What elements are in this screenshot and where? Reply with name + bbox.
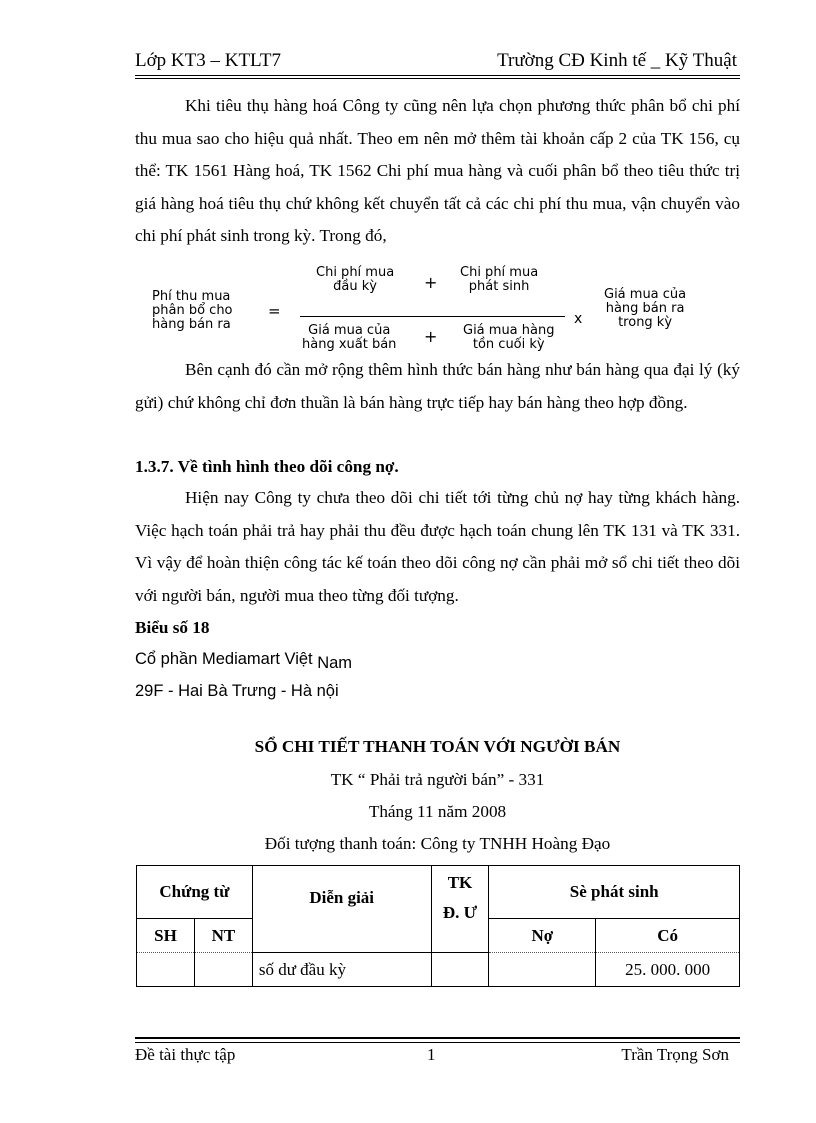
footer-topic: Đề tài thực tập [135,1045,236,1064]
form-label: Biểu số 18 [135,618,210,637]
header-arising: Sè phát sinh [489,866,740,919]
formula-times: x [574,311,583,327]
footer-rule-thin [135,1042,740,1043]
cell-sh [137,953,195,987]
section-heading: 1.3.7. Về tình hình theo dõi công nợ. [135,457,399,476]
company-name: Cổ phần Mediamart Việt Nam [135,650,353,672]
formula-lhs: Phí thu mua phân bổ cho hàng bán ra [152,289,233,332]
header-class-label: Lớp KT3 – KTLT7 [135,50,282,71]
formula-rhs: Giá mua của hàng bán ra trong kỳ [604,287,687,330]
ledger-title: SỔ CHI TIẾT THANH TOÁN VỚI NGƯỜI BÁN [254,737,621,756]
paragraph-agency-sales: Bên cạnh đó cần mở rộng thêm hình thức bán hàng như bán hàng qua đại lý (ký gửi) chứ không chỉ đơn thuần là bán hàng trực tiếp hay bán hàng theo hợp đồng. [135,360,740,412]
cell-tk [431,953,489,987]
footer-author: Trần Trọng Sơn [621,1045,729,1064]
header-sh: SH [137,919,195,953]
formula-fraction-bar [300,316,565,317]
formula-denominator-term2: Giá mua hàng tồn cuối kỳ [463,323,555,352]
ledger-counterparty: Đối tượng thanh toán: Công ty TNHH Hoàng Đạo [264,834,611,853]
table-row [137,953,740,987]
formula-equals: = [268,302,281,320]
formula-denominator-term1: Giá mua của hàng xuất bán [302,323,397,352]
formula-denominator-plus: + [424,327,438,346]
company-address: 29F - Hai Bà Trưng - Hà nội [135,682,339,700]
formula-numerator-term2: Chi phí mua phát sinh [460,265,539,294]
cell-description: số dư đầu kỳ [252,953,431,987]
header-tk: TK Đ. Ư [431,866,489,953]
header-credit: Có [596,919,740,953]
header-debit: Nợ [489,919,596,953]
page-number: 1 [427,1045,436,1064]
cell-credit: 25. 000. 000 [596,953,740,987]
header-rule-thick [135,75,740,76]
formula-numerator-plus: + [424,273,438,292]
header-nt: NT [194,919,252,953]
ledger-account: TK “ Phải trả người bán” - 331 [330,770,545,789]
paragraph-debt-tracking: Hiện nay Công ty chưa theo dõi chi tiết tới từng chủ nợ hay từng khách hàng. Việc hạch toán phải trả hay phải thu đều được hạch toán chung lên TK 131 và TK 331. Vì vậy để hoàn thiện công tác kế toán theo dõi công nợ cần phải mở sổ chi tiết theo dõi với người bán, người mua theo từng đối tượng. [135,488,740,605]
header-description: Diễn giải [252,866,431,953]
header-voucher: Chứng từ [137,866,253,919]
cell-debit [489,953,596,987]
header-rule-thin [135,78,740,79]
ledger-period: Tháng 11 năm 2008 [368,802,507,821]
cell-nt [194,953,252,987]
page-header [135,50,740,74]
header-school-label: Trường CĐ Kinh tế _ Kỹ Thuật [497,50,737,71]
ledger-table [136,865,740,987]
footer-rule-thick [135,1037,740,1039]
formula-numerator-term1: Chi phí mua đầu kỳ [316,265,395,294]
paragraph-allocation: Khi tiêu thụ hàng hoá Công ty cũng nên lựa chọn phương thức phân bổ chi phí thu mua sao cho hiệu quả nhất. Theo em nên mở thêm tài khoản cấp 2 của TK 156, cụ thể: TK 1561 Hàng hoá, TK 1562 Chi phí mua hàng và cuối phân bổ theo tiêu thức trị giá hàng hoá tiêu thụ chứ không kết chuyển tất cả các chi phí thu mua, vận chuyển vào chi phí phát sinh trong kỳ. Trong đó, [135,96,740,246]
